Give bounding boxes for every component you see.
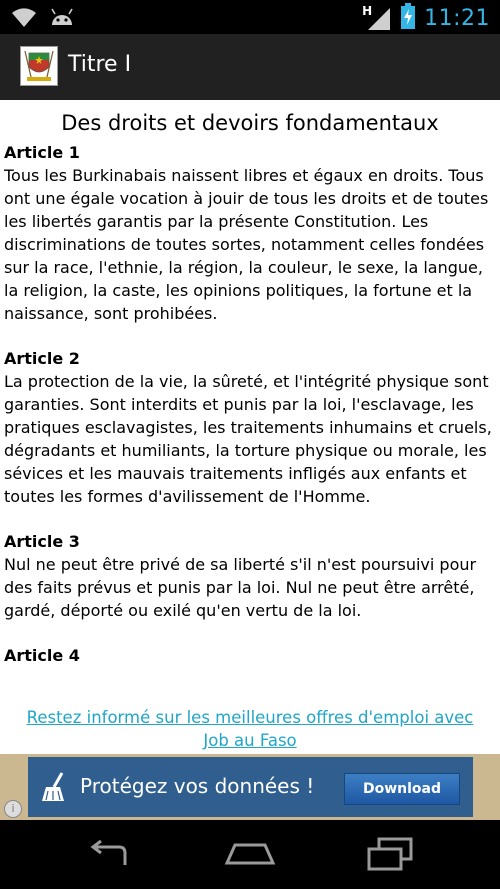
article-title: Article 1 xyxy=(4,143,80,162)
article-text: La protection de la vie, la sûreté, et l'intégrité physique sont garanties. Sont interdits et punis par la loi, l'esclavage, les pratiques esclavagistes, les traitements inhumains et cruels, dégradants et humiliants, la torture physique ou morale, les sévices et les mauvais traitements infligés aux enfants et toutes les formes d'avilissement de l'Homme. xyxy=(4,372,492,506)
ad-panel[interactable] xyxy=(28,757,473,817)
article-title: Article 4 xyxy=(4,646,80,665)
article-title: Article 3 xyxy=(4,532,80,551)
action-bar-title: Titre I xyxy=(68,52,132,77)
signal-icon xyxy=(362,4,392,32)
ad-banner[interactable] xyxy=(0,754,500,820)
article-text: Tous les Burkinabais naissent libres et égaux en droits. Tous ont une égale vocation à jouir de tous les droits et de toutes les libertés garantis par la présente Constitution. Les discriminations de toutes sortes, notamment celles fondées sur la race, l'ethnie, la région, la couleur, le sexe, la langue, la religion, la caste, les opinions politiques, la fortune et la naissance, sont prohibées. xyxy=(4,166,489,323)
network-type-label: H xyxy=(362,4,373,18)
home-icon[interactable] xyxy=(210,832,290,876)
article-item xyxy=(4,644,496,667)
action-bar xyxy=(0,34,500,102)
article-item xyxy=(4,141,496,325)
promo-link-bar xyxy=(0,700,500,754)
ad-info-icon[interactable]: i xyxy=(4,800,22,818)
article-title: Article 2 xyxy=(4,349,80,368)
broom-cleaner-icon xyxy=(40,771,70,803)
job-offers-link[interactable]: Restez informé sur les meilleures offres d'emploi avec Job au Faso xyxy=(26,708,474,750)
article-item xyxy=(4,530,496,622)
battery-charging-icon xyxy=(400,3,416,33)
status-bar xyxy=(0,0,500,34)
wifi-icon xyxy=(10,5,38,33)
back-icon[interactable] xyxy=(70,832,150,876)
recent-apps-icon[interactable] xyxy=(350,832,430,876)
article-item xyxy=(4,347,496,508)
navigation-bar xyxy=(0,820,500,889)
article-text: Nul ne peut être privé de sa liberté s'il n'est poursuivi pour des faits prévus et punis par la loi. Nul ne peut être arrêté, gardé, déporté ou exilé qu'en vertu de la loi. xyxy=(4,555,477,620)
article-list xyxy=(0,141,500,667)
ad-headline: Protégez vos données ! xyxy=(80,774,315,798)
content-area[interactable] xyxy=(0,100,500,700)
download-button[interactable]: Download xyxy=(344,773,460,805)
coat-of-arms-icon[interactable] xyxy=(20,46,58,86)
clock: 11:21 xyxy=(424,5,490,31)
android-icon xyxy=(48,7,76,31)
section-heading: Des droits et devoirs fondamentaux xyxy=(61,111,439,135)
